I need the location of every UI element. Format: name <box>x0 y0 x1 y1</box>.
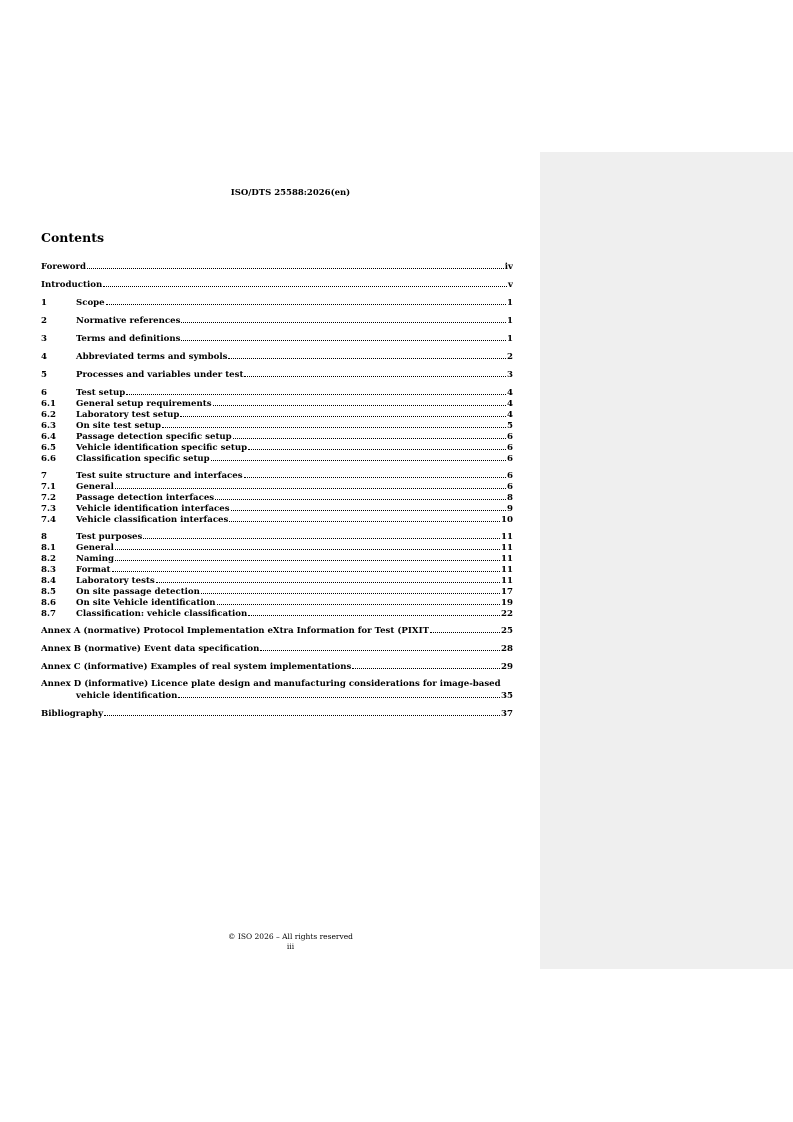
toc-entry-number: 7.4 <box>41 515 56 525</box>
toc-entry-page: 6 <box>507 454 513 464</box>
toc-entry[interactable] <box>41 564 513 575</box>
toc-leader-dots <box>211 453 506 461</box>
toc-entry-number: 8.7 <box>41 609 56 619</box>
toc-entry[interactable] <box>41 398 513 409</box>
toc-leader-dots <box>430 625 500 633</box>
toc-entry-title: Normative references <box>76 316 181 326</box>
toc-entry-number: 4 <box>41 352 47 362</box>
toc-leader-dots <box>248 442 506 450</box>
toc-leader-dots <box>178 690 500 698</box>
toc-entry-number: 6.6 <box>41 454 56 464</box>
toc-entry-title: Naming <box>76 554 115 564</box>
toc-entry-page: 25 <box>501 626 513 636</box>
toc-entry-page: 19 <box>501 598 513 608</box>
document-id-header: ISO/DTS 25588:2026(en) <box>230 188 351 198</box>
toc-entry-page: 9 <box>507 504 513 514</box>
toc-entry-page: 11 <box>501 554 513 564</box>
toc-leader-dots <box>229 514 500 522</box>
toc-entry-title: On site Vehicle identification <box>76 598 216 608</box>
toc-entry[interactable] <box>41 679 513 690</box>
toc-entry-number: 8.3 <box>41 565 56 575</box>
toc-entry-page: 11 <box>501 576 513 586</box>
toc-entry[interactable] <box>41 333 513 344</box>
toc-entry-title: Terms and definitions <box>76 334 181 344</box>
toc-entry[interactable] <box>41 661 513 672</box>
toc-leader-dots <box>87 261 504 269</box>
toc-entry-page: 6 <box>507 443 513 453</box>
toc-entry-page: 4 <box>507 388 513 398</box>
toc-entry-page: 4 <box>507 410 513 420</box>
toc-entry-page: 11 <box>501 565 513 575</box>
toc-entry-title: Annex D (informative) Licence plate design and manufacturing considerations for image-based <box>41 679 501 689</box>
toc-leader-dots <box>115 542 500 550</box>
toc-entry[interactable] <box>41 351 513 362</box>
contents-heading: Contents <box>41 230 105 245</box>
toc-entry-page: 17 <box>501 587 513 597</box>
toc-entry-page: 6 <box>507 432 513 442</box>
toc-entry-page: 2 <box>507 352 513 362</box>
toc-entry-title: Passage detection interfaces <box>76 493 215 503</box>
toc-leader-dots <box>213 398 506 406</box>
toc-leader-dots <box>112 564 501 572</box>
toc-entry[interactable] <box>41 503 513 514</box>
toc-leader-dots <box>215 492 506 500</box>
toc-entry-page: 29 <box>501 662 513 672</box>
toc-entry-number: 8.5 <box>41 587 56 597</box>
toc-leader-dots <box>103 279 507 287</box>
toc-entry-number: 6.2 <box>41 410 56 420</box>
toc-entry-number: 6.4 <box>41 432 56 442</box>
toc-entry-page: 8 <box>507 493 513 503</box>
toc-entry-page: 11 <box>501 543 513 553</box>
toc-leader-dots <box>244 369 506 377</box>
toc-entry-page: 1 <box>507 334 513 344</box>
copyright-notice: © ISO 2026 – All rights reserved <box>228 932 353 941</box>
toc-leader-dots <box>104 708 500 716</box>
toc-entry-title-cont: vehicle identification <box>76 691 178 701</box>
toc-leader-dots <box>126 387 506 395</box>
toc-entry[interactable] <box>41 261 513 272</box>
toc-entry-number: 1 <box>41 298 47 308</box>
toc-entry-number: 6.5 <box>41 443 56 453</box>
page-footer <box>41 932 540 952</box>
toc-entry-title: Test setup <box>76 388 126 398</box>
toc-leader-dots <box>352 661 500 669</box>
toc-entry-page: 5 <box>507 421 513 431</box>
toc-entry-page: 37 <box>501 709 513 719</box>
toc-leader-dots <box>156 575 500 583</box>
toc-leader-dots <box>201 586 500 594</box>
toc-entry-title: Passage detection specific setup <box>76 432 232 442</box>
toc-entry[interactable] <box>41 643 513 654</box>
toc-entry-title: General <box>76 543 114 553</box>
toc-entry[interactable] <box>41 542 513 553</box>
toc-entry-number: 6 <box>41 388 47 398</box>
toc-entry-number: 7 <box>41 471 47 481</box>
toc-entry-title: Classification: vehicle classification <box>76 609 248 619</box>
toc-entry[interactable] <box>41 315 513 326</box>
toc-entry-title: Test purposes <box>76 532 143 542</box>
toc-entry-number: 6.3 <box>41 421 56 431</box>
toc-entry[interactable] <box>41 608 513 619</box>
toc-leader-dots <box>260 643 500 651</box>
toc-entry[interactable] <box>41 442 513 453</box>
toc-entry[interactable] <box>41 625 513 636</box>
toc-entry[interactable] <box>41 453 513 464</box>
toc-entry[interactable] <box>41 708 513 719</box>
toc-entry-title: Annex A (normative) Protocol Implementation eXtra Information for Test (PIXIT <box>41 626 429 636</box>
toc-entry-number: 7.1 <box>41 482 56 492</box>
toc-entry[interactable] <box>41 492 513 503</box>
toc-entry-title: Processes and variables under test <box>76 370 244 380</box>
toc-entry-title: General setup requirements <box>76 399 212 409</box>
toc-entry[interactable] <box>41 553 513 564</box>
toc-entry-title: Scope <box>76 298 105 308</box>
toc-entry[interactable] <box>41 575 513 586</box>
toc-entry-title: Vehicle classification interfaces <box>76 515 229 525</box>
toc-entry-number: 5 <box>41 370 47 380</box>
toc-entry-title: Laboratory tests <box>76 576 155 586</box>
table-of-contents <box>41 261 513 719</box>
toc-entry-page: 6 <box>507 482 513 492</box>
toc-leader-dots <box>180 409 506 417</box>
toc-entry[interactable] <box>41 531 513 542</box>
toc-entry[interactable] <box>41 481 513 492</box>
toc-leader-dots <box>115 553 500 561</box>
toc-entry-title: Classification specific setup <box>76 454 210 464</box>
toc-leader-dots <box>228 351 506 359</box>
toc-entry-title: Laboratory test setup <box>76 410 180 420</box>
toc-leader-dots <box>181 315 506 323</box>
toc-leader-dots <box>217 597 500 605</box>
toc-entry-number: 8.4 <box>41 576 56 586</box>
toc-entry-title: Abbreviated terms and symbols <box>76 352 228 362</box>
toc-entry-page: 11 <box>501 532 513 542</box>
toc-entry-title: Annex B (normative) Event data specification <box>41 644 260 654</box>
toc-entry-number: 7.2 <box>41 493 56 503</box>
page-number: iii <box>286 942 295 951</box>
toc-entry-number: 3 <box>41 334 47 344</box>
toc-entry-title: General <box>76 482 114 492</box>
toc-entry-number: 8.1 <box>41 543 56 553</box>
toc-leader-dots <box>244 470 506 478</box>
toc-entry-page: v <box>508 280 513 290</box>
toc-entry[interactable] <box>41 514 513 525</box>
toc-leader-dots <box>233 431 506 439</box>
toc-leader-dots <box>143 531 500 539</box>
toc-entry-title: Format <box>76 565 111 575</box>
toc-entry-number: 6.1 <box>41 399 56 409</box>
toc-entry-number: 7.3 <box>41 504 56 514</box>
toc-leader-dots <box>115 481 506 489</box>
toc-entry-number: 8.2 <box>41 554 56 564</box>
toc-entry-title: Annex C (informative) Examples of real system implementations <box>41 662 352 672</box>
toc-entry[interactable] <box>41 409 513 420</box>
toc-entry-page: 10 <box>501 515 513 525</box>
toc-entry-page: 1 <box>507 316 513 326</box>
toc-entry[interactable] <box>41 420 513 431</box>
toc-leader-dots <box>181 333 506 341</box>
toc-entry[interactable] <box>41 387 513 398</box>
toc-entry-page: 28 <box>501 644 513 654</box>
toc-entry-title: Foreword <box>41 262 87 272</box>
comment-pane <box>540 152 793 969</box>
toc-entry-page: 35 <box>501 691 513 701</box>
toc-entry[interactable] <box>41 297 513 308</box>
toc-leader-dots <box>248 608 500 616</box>
toc-entry-title: Vehicle identification specific setup <box>76 443 248 453</box>
toc-leader-dots <box>106 297 506 305</box>
toc-entry-title: Bibliography <box>41 709 104 719</box>
toc-entry-page: iv <box>504 262 513 272</box>
toc-entry-title: Introduction <box>41 280 103 290</box>
toc-entry-title: On site test setup <box>76 421 162 431</box>
toc-entry[interactable] <box>41 470 513 481</box>
toc-entry[interactable] <box>41 279 513 290</box>
toc-entry-page: 3 <box>507 370 513 380</box>
toc-entry-title: On site passage detection <box>76 587 200 597</box>
toc-entry[interactable] <box>41 597 513 608</box>
toc-entry[interactable] <box>41 586 513 597</box>
toc-entry-page: 6 <box>507 471 513 481</box>
toc-entry-page: 22 <box>501 609 513 619</box>
toc-entry-number: 8 <box>41 532 47 542</box>
toc-entry[interactable] <box>41 431 513 442</box>
toc-entry-number: 8.6 <box>41 598 56 608</box>
toc-entry[interactable] <box>41 369 513 380</box>
toc-entry-page: 1 <box>507 298 513 308</box>
toc-leader-dots <box>231 503 506 511</box>
toc-entry-title: Test suite structure and interfaces <box>76 471 243 481</box>
toc-leader-dots <box>162 420 506 428</box>
toc-entry-continuation[interactable] <box>41 690 513 701</box>
toc-entry-page: 4 <box>507 399 513 409</box>
toc-entry-number: 2 <box>41 316 47 326</box>
toc-entry-title: Vehicle identification interfaces <box>76 504 230 514</box>
